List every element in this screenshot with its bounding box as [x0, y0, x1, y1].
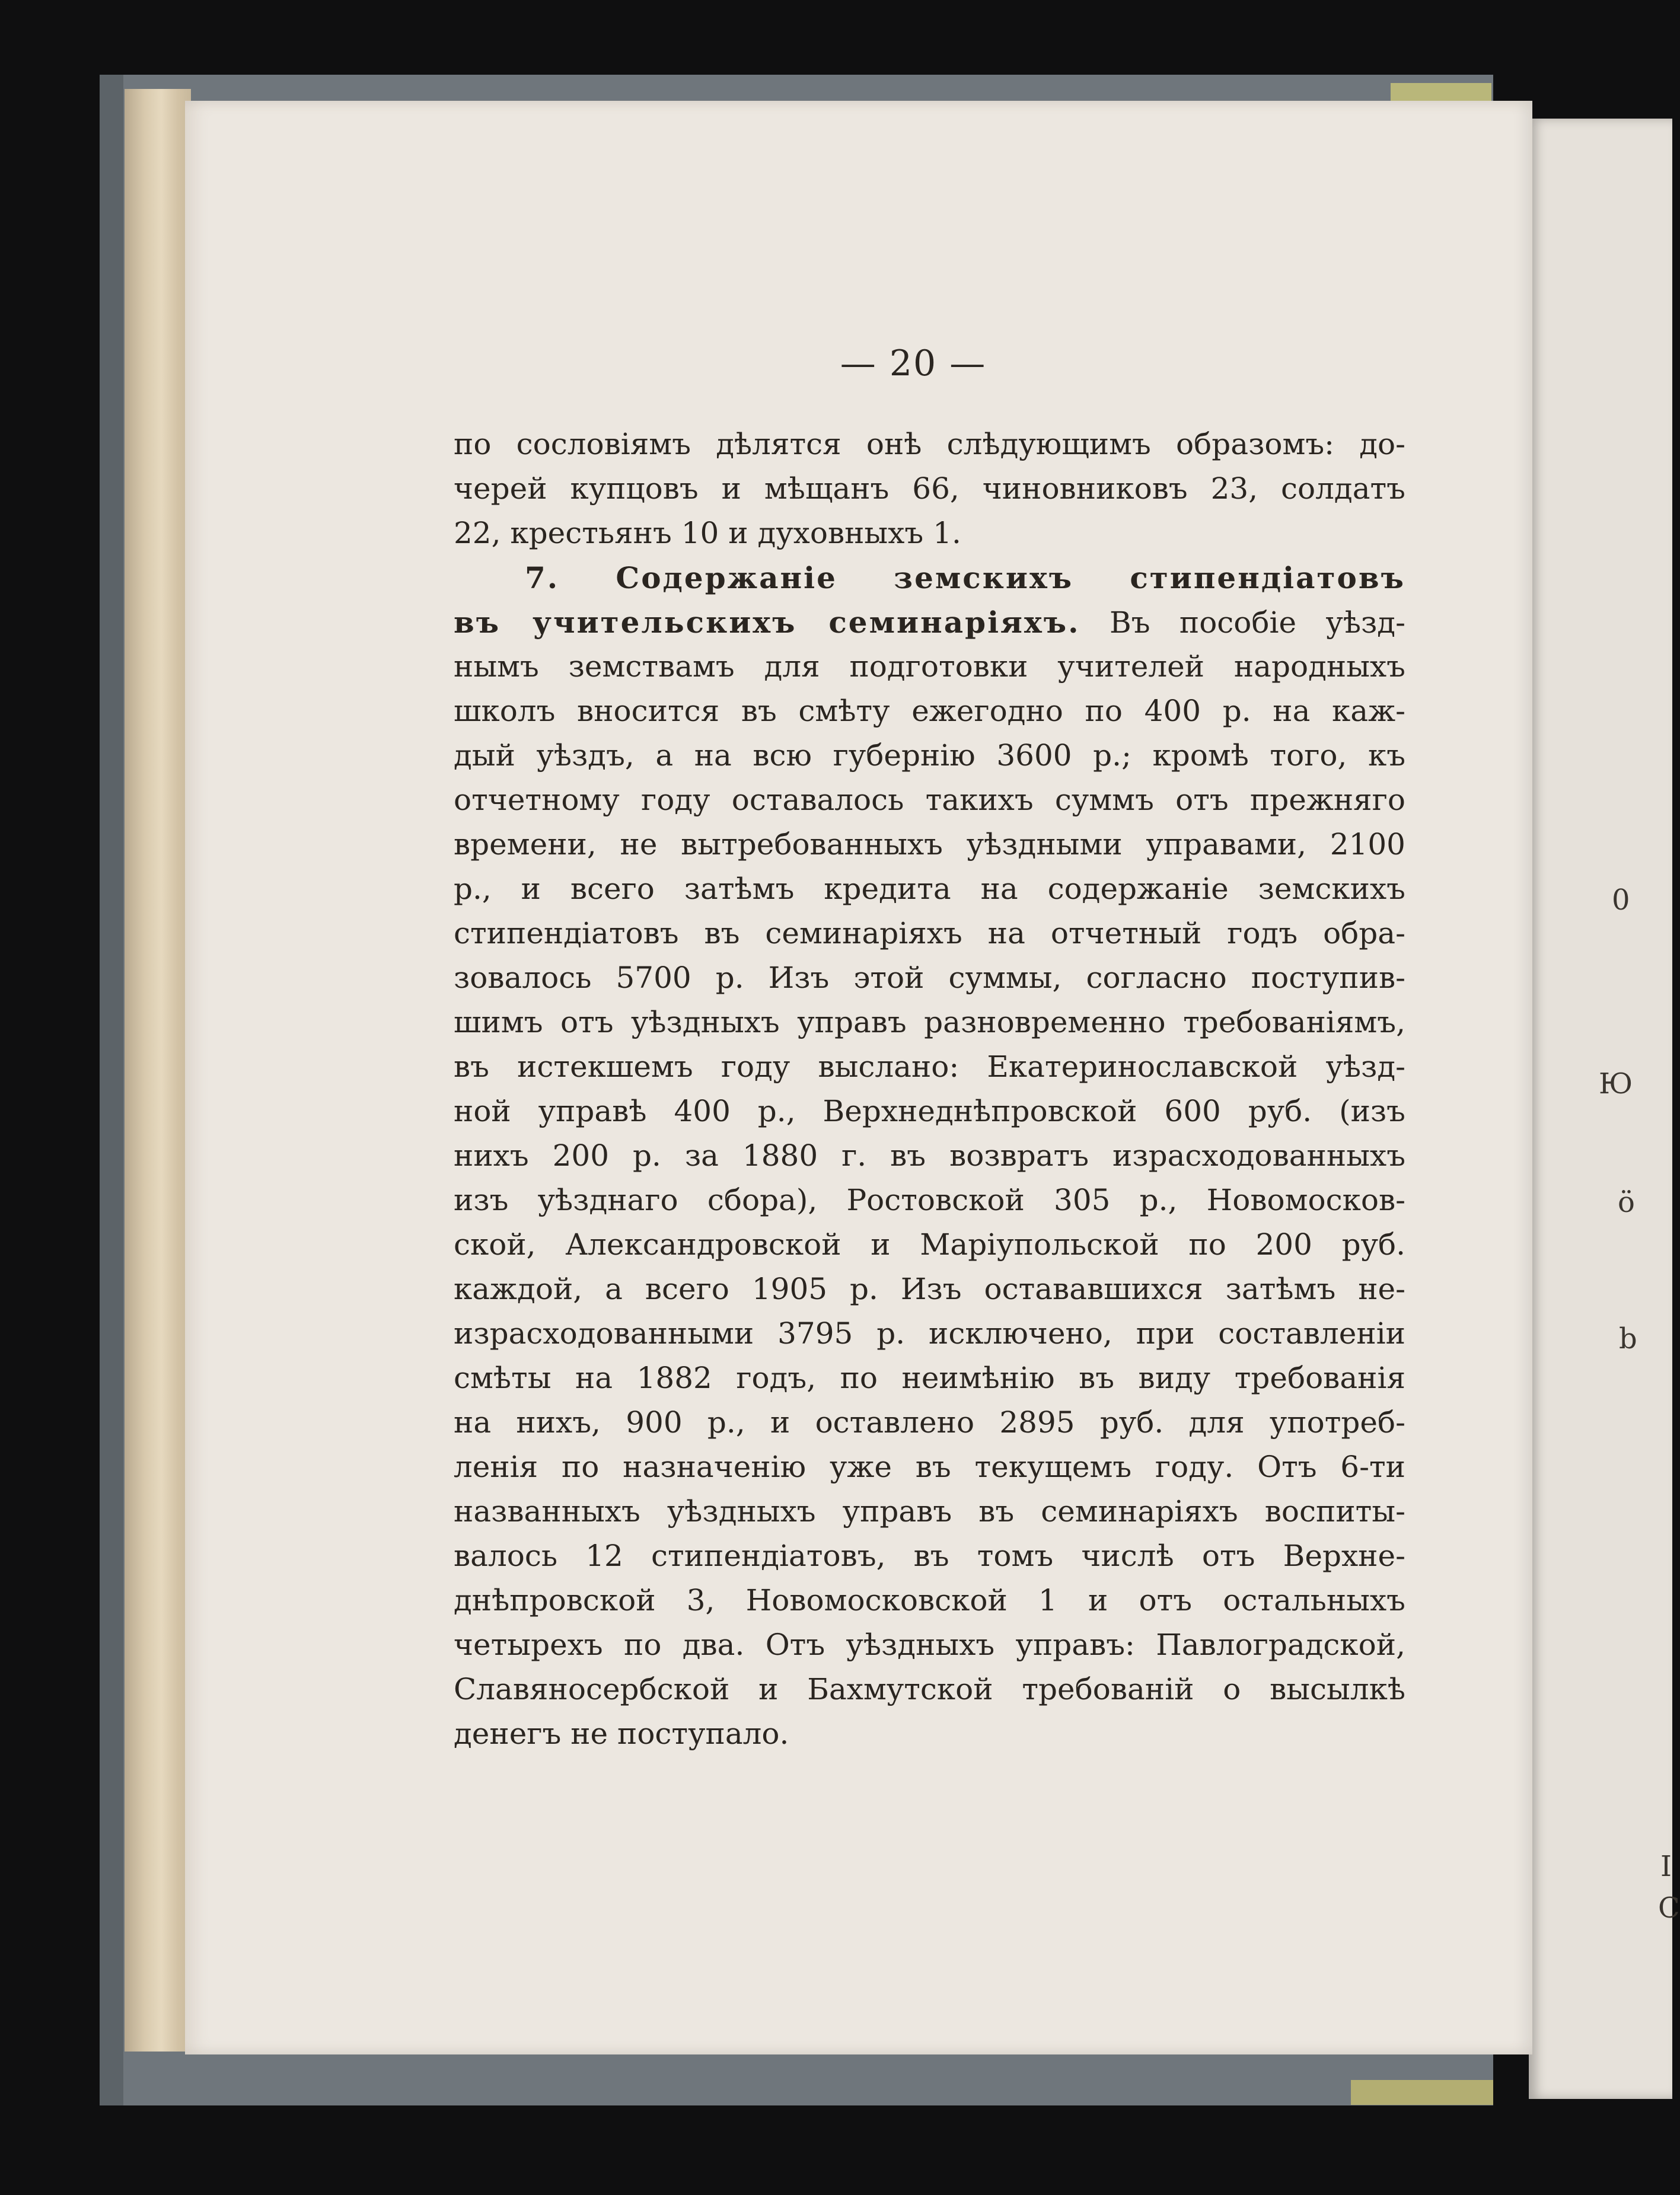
paragraph-line: ской, Александровской и Маріупольской по 200 руб.: [454, 1227, 1405, 1262]
paragraph-line: шимъ отъ уѣздныхъ управъ разновременно требованіямъ,: [454, 1005, 1405, 1039]
paragraph-line: въ истекшемъ году выслано: Екатеринославской уѣзд-: [454, 1049, 1405, 1084]
adjacent-page-glyph: ö: [1618, 1186, 1635, 1219]
paragraph-start: Въ пособіе уѣзд-: [1080, 605, 1405, 640]
cover-edge: [100, 75, 123, 2105]
paragraph-line: нихъ 200 р. за 1880 г. въ возвратъ израсходованныхъ: [454, 1138, 1405, 1173]
endpaper-bottom: [1351, 2080, 1493, 2105]
paragraph-line: р., и всего затѣмъ кредита на содержаніе земскихъ: [454, 872, 1405, 906]
paragraph-line: валось 12 стипендіатовъ, въ томъ числѣ отъ Верхне-: [454, 1539, 1405, 1573]
adjacent-page: [1529, 119, 1680, 2099]
paragraph-line: Славяносербской и Бахмутской требованій о высылкѣ: [454, 1672, 1405, 1706]
adjacent-page-glyph: Ю: [1599, 1067, 1633, 1100]
paragraph-line: на нихъ, 900 р., и оставлено 2895 руб. для употреб-: [454, 1405, 1405, 1440]
paragraph-line: названныхъ уѣздныхъ управъ въ семинаріяхъ воспиты-: [454, 1494, 1405, 1529]
page-edges: [125, 89, 191, 2052]
page-body-text: [454, 422, 1405, 1756]
paragraph-line: денегъ не поступало.: [454, 1717, 789, 1751]
text-line: по сословіямъ дѣлятся онѣ слѣдующимъ образомъ: до-: [454, 427, 1405, 461]
adjacent-page-glyph: b: [1619, 1322, 1637, 1355]
paragraph-line: зовалось 5700 р. Изъ этой суммы, согласно поступив-: [454, 961, 1405, 995]
paragraph-line: отчетному году оставалось такихъ суммъ отъ прежняго: [454, 783, 1405, 817]
text-line: черей купцовъ и мѣщанъ 66, чиновниковъ 23, солдатъ: [454, 471, 1405, 506]
paragraph-line: времени, не вытребованныхъ уѣздными управами, 2100: [454, 827, 1405, 862]
adjacent-page-glyph: C: [1658, 1891, 1680, 1925]
paragraph-line: школъ вносится въ смѣту ежегодно по 400 р. на каж-: [454, 694, 1405, 728]
paragraph-line: ленія по назначенію уже въ текущемъ году. Отъ 6-ти: [454, 1450, 1405, 1484]
page-number: — 20 —: [840, 343, 987, 384]
section-heading-continued: въ учительскихъ семинаріяхъ.: [454, 605, 1080, 640]
paragraph-line: израсходованными 3795 р. исключено, при составленіи: [454, 1316, 1405, 1351]
section-heading: 7. Содержаніе земскихъ стипендіатовъ: [525, 560, 1405, 595]
paragraph-line: ной управѣ 400 р., Верхнеднѣпровской 600 руб. (изъ: [454, 1094, 1405, 1128]
paragraph-line: четырехъ по два. Отъ уѣздныхъ управъ: Павлоградской,: [454, 1628, 1405, 1662]
paragraph-line: стипендіатовъ въ семинаріяхъ на отчетный годъ обра-: [454, 916, 1405, 950]
adjacent-page-glyph: 0: [1612, 883, 1630, 917]
paragraph-line: изъ уѣзднаго сбора), Ростовской 305 р., Новомосков-: [454, 1183, 1405, 1217]
paragraph-line: дый уѣздъ, а на всю губернію 3600 р.; кромѣ того, къ: [454, 738, 1405, 773]
adjacent-page-glyph: I: [1660, 1850, 1672, 1883]
paragraph-line: смѣты на 1882 годъ, по неимѣнію въ виду требованія: [454, 1361, 1405, 1395]
paragraph-line: днѣпровской 3, Новомосковской 1 и отъ остальныхъ: [454, 1583, 1405, 1617]
paragraph-line: нымъ земствамъ для подготовки учителей народныхъ: [454, 649, 1405, 684]
section-heading-line: [454, 600, 1405, 645]
paragraph-line: каждой, а всего 1905 р. Изъ остававшихся затѣмъ не-: [454, 1272, 1405, 1306]
text-line: 22, крестьянъ 10 и духовныхъ 1.: [454, 516, 961, 550]
